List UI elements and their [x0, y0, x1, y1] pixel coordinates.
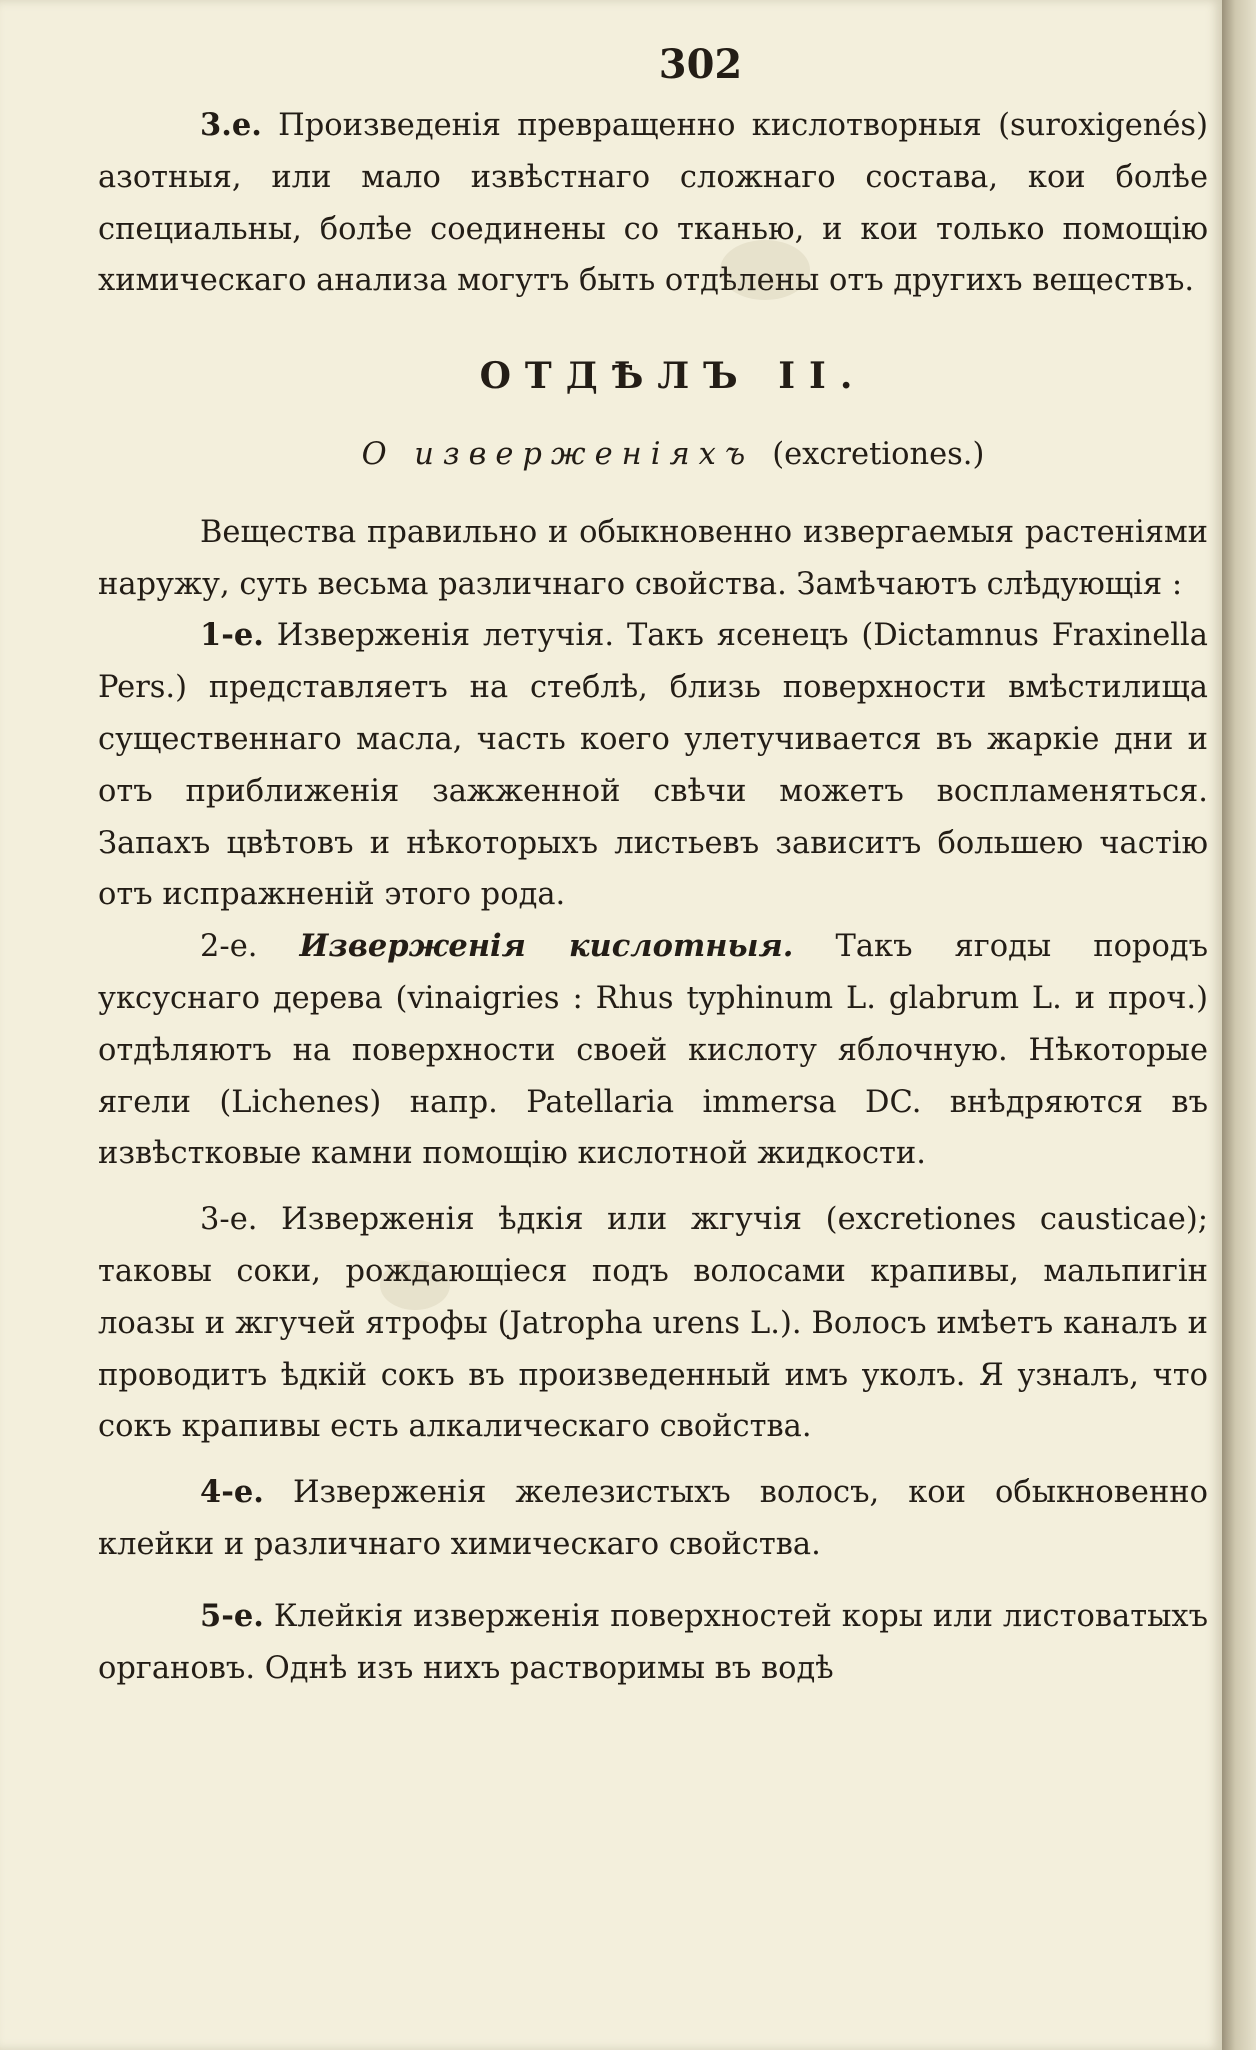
item-paragraph-5: [98, 1591, 1208, 1695]
item-paragraph-1: [98, 610, 1208, 921]
item-text: Изверженія ѣдкія или жгучія (excretiones causticae); таковы соки, рождающіеся подъ волосами крапивы, мальпигін лоазы и жгучей ятрофы (Jatropha urens L.). Волосъ имѣетъ каналъ и проводитъ ѣдкій сокъ въ произведенный имъ уколъ. Я узналъ, что сокъ крапивы есть алкалическаго свойства.: [98, 1202, 1208, 1445]
section-title: ОТДѢЛЪ II.: [479, 355, 867, 398]
item-paragraph-2: [98, 921, 1208, 1180]
intro-number: 3.е.: [200, 107, 262, 143]
item-paragraph-3: [98, 1194, 1208, 1453]
item-number: 1-е.: [200, 617, 264, 654]
item-title: Изверженія кислотныя.: [299, 928, 794, 965]
item-text: Клейкія изверженія поверхностей коры или листоватыхъ органовъ. Однѣ изъ нихъ растворимы въ водѣ: [98, 1598, 1208, 1686]
intro-text: Произведенія превращенно кислотворныя (suroxigenés) азотныя, или мало извѣстнаго сложнаго состава, кои болѣе специальны, болѣе соединены со тканью, и кои только помощію химическаго анализа могутъ быть отдѣлены отъ другихъ веществъ.: [98, 108, 1208, 299]
item-text: Изверженія железистыхъ волосъ, кои обыкновенно клейки и различнаго химическаго свойства.: [98, 1475, 1208, 1562]
subtitle-russian: О изверженіяхъ: [361, 436, 755, 472]
item-title: Изверженія летучія.: [276, 618, 615, 654]
lead-paragraph: Вещества правильно и обыкновенно извергаемыя растеніями наружу, суть весьма различнаго свойства. Замѣчаютъ слѣдующія :: [98, 514, 1208, 602]
item-text: Такъ ясенецъ (Dictamnus Fraxinella Pers.) представляетъ на стеблѣ, близь поверхности вмѣстилища существеннаго масла, часть коего улетучивается въ жаркіе дни и отъ приближенія зажженной свѣчи можетъ воспламеняться. Запахъ цвѣтовъ и нѣкоторыхъ листьевъ зависитъ большею частію отъ испражненій этого рода.: [98, 618, 1208, 913]
intro-paragraph: [98, 100, 1208, 307]
item-number: 4-е.: [200, 1474, 264, 1511]
page-text: [98, 30, 1208, 1694]
item-text: Такъ ягоды породъ уксуснаго дерева (vinaigries : Rhus typhinum L. glabrum L. и проч.) отдѣляютъ на поверхности своей кислоту яблочную. Нѣкоторые ягели (Lichenes) напр. Patellaria immersa DC. внѣдряются въ извѣстковые камни помощію кислотной жидкости.: [98, 929, 1209, 1172]
item-number: 3-е.: [200, 1202, 258, 1238]
item-number: 5-е.: [200, 1597, 264, 1634]
item-number: 2-е.: [200, 929, 258, 965]
page-edge: [1222, 0, 1256, 2050]
item-paragraph-4: [98, 1467, 1208, 1571]
page-number: 302: [658, 41, 743, 88]
subtitle-latin: (excretiones.): [772, 436, 985, 472]
section-subtitle: [98, 429, 1208, 481]
